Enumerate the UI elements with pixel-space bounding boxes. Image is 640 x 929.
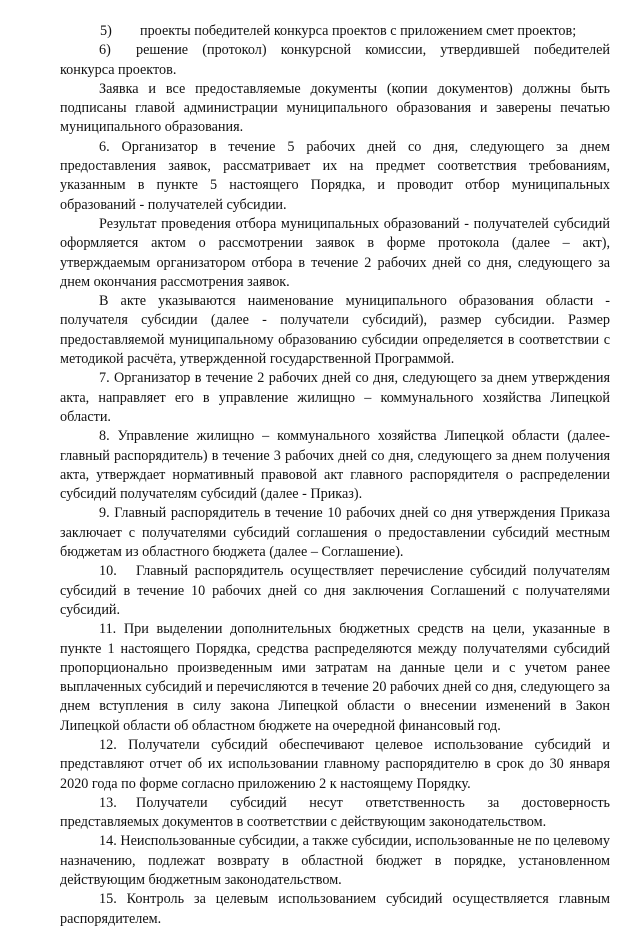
paragraph: 15. Контроль за целевым использованием субсидий осуществляется главным распорядителем. bbox=[60, 891, 610, 927]
paragraph: 12. Получатели субсидий обеспечивают целевое использование субсидий и представляют отчет об их использовании главному распорядителю в срок до 30 января 2020 года по форме согласно приложению 2 к настоящему Порядку. bbox=[60, 736, 610, 792]
paragraph: 6. Организатор в течение 5 рабочих дней со дня, следующего за днем предоставления заявок, рассматривает их на предмет соответствия требованиям, указанным в пункте 5 настоящего Порядка, и проводит отбор муниципальных образований - получателей субсидии. bbox=[60, 138, 610, 213]
document-page bbox=[60, 22, 610, 929]
list-item-number: 6) bbox=[99, 42, 111, 59]
paragraph: 9. Главный распорядитель в течение 10 рабочих дней со дня утверждения Приказа заключает с получателями субсидий соглашения о предоставлении субсидий местным бюджетам из областного бюджета (далее – Соглашение). bbox=[60, 505, 610, 561]
list-item-text: решение (протокол) конкурсной комиссии, утвердившей победителей конкурса проектов. bbox=[60, 42, 610, 78]
paragraph: 7. Организатор в течение 2 рабочих дней со дня, следующего за днем утверждения акта, направляет его в управление жилищно – коммунального хозяйства Липецкой области. bbox=[60, 370, 610, 425]
paragraph: 14. Неиспользованные субсидии, а также субсидии, использованные не по целевому назначению, подлежат возврату в областной бюджет в порядке, установленном действующим бюджетным законодательством. bbox=[60, 833, 610, 889]
list-item-text: проекты победителей конкурса проектов с приложением смет проектов; bbox=[140, 23, 577, 39]
list-item-number: 5) bbox=[100, 23, 112, 39]
list-item-6 bbox=[60, 41, 610, 80]
paragraph-number: 13. bbox=[99, 794, 117, 811]
paragraph: 8. Управление жилищно – коммунального хозяйства Липецкой области (далее-главный распорядитель) в течение 3 рабочих дней со дня, следующего за днем получения акта, утверждает нормативный правовой акт главного распорядителя о распределении субсидий получателям субсидий (далее - Приказ). bbox=[60, 428, 610, 503]
paragraph: В акте указываются наименование муниципального образования области - получателя субсидии (далее - получатели субсидий), размер субсидии. Размер предоставляемой муниципальному образованию субсидии определяется в соответствии с методикой расчёта, утвержденной государственной Программой. bbox=[60, 293, 610, 368]
paragraph: 11. При выделении дополнительных бюджетных средств на цели, указанные в пункте 1 настоящего Порядка, средства распределяются между получателями субсидий пропорционально произведенным ими затратам на данные цели и с учетом ранее выплаченных субсидий и перечисляются в течение 20 рабочих дней со дня, следующего за днем вступления в силу закона Липецкой области о внесении изменений в Закон Липецкой области об областном бюджете на очередной финансовый год. bbox=[60, 621, 610, 734]
paragraph: Заявка и все предоставляемые документы (копии документов) должны быть подписаны главой администрации муниципального образования и заверены печатью муниципального образования. bbox=[60, 80, 610, 136]
paragraph-10 bbox=[60, 562, 610, 620]
paragraph-text: Получатели субсидий несут ответственность за достоверность представляемых документов в соответствии с действующим законодательством. bbox=[60, 794, 610, 831]
list-item-5 bbox=[60, 22, 610, 41]
paragraph-13 bbox=[60, 794, 610, 833]
paragraph: Результат проведения отбора муниципальных образований - получателей субсидий оформляется актом о рассмотрении заявок в форме протокола (далее – акт), утверждаемым организатором отбора в течение 2 рабочих дней со дня, следующего за днем окончания рассмотрения заявок. bbox=[60, 215, 610, 290]
paragraph-text: Главный распорядитель осуществляет перечисление субсидий получателям субсидий в течение 10 рабочих дней со дня заключения Соглашений с получателями субсидий. bbox=[60, 563, 610, 618]
paragraph-number: 10. bbox=[99, 563, 117, 580]
